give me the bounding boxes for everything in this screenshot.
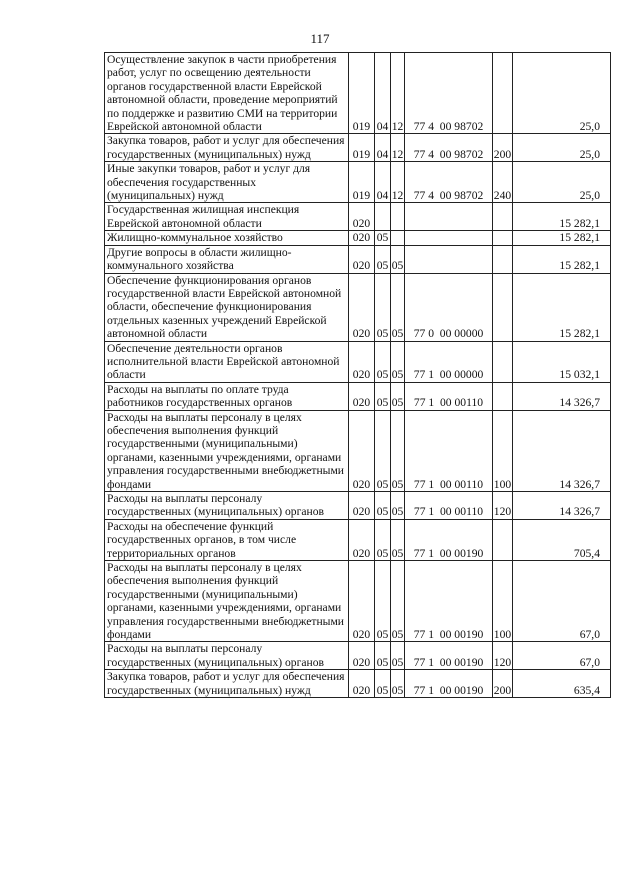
target-article-cell: 77 1 00 00110 xyxy=(405,410,493,491)
administrator-code-cell: 020 xyxy=(349,410,375,491)
amount-cell: 705,4 xyxy=(513,519,611,560)
expense-name-cell: Другие вопросы в области жилищно-коммунального хозяйства xyxy=(105,245,349,273)
expense-type-cell xyxy=(493,245,513,273)
administrator-code-cell: 019 xyxy=(349,162,375,203)
subsection-code-cell: 05 xyxy=(391,341,405,382)
table-row xyxy=(105,519,611,560)
amount-cell: 25,0 xyxy=(513,134,611,162)
table-row xyxy=(105,670,611,698)
target-article-cell: 77 1 00 00190 xyxy=(405,642,493,670)
subsection-code-cell: 05 xyxy=(391,382,405,410)
section-code-cell: 05 xyxy=(375,519,391,560)
table-row xyxy=(105,341,611,382)
target-article-cell: 77 0 00 00000 xyxy=(405,273,493,341)
amount-cell: 14 326,7 xyxy=(513,410,611,491)
expense-name-cell: Расходы на обеспечение функций государственных органов, в том числе территориальных органов xyxy=(105,519,349,560)
target-article-cell: 77 1 00 00000 xyxy=(405,341,493,382)
section-code-cell: 04 xyxy=(375,162,391,203)
administrator-code-cell: 019 xyxy=(349,134,375,162)
expense-name-cell: Расходы на выплаты персоналу государственных (муниципальных) органов xyxy=(105,492,349,520)
subsection-code-cell: 12 xyxy=(391,134,405,162)
expense-type-cell xyxy=(493,273,513,341)
expense-name-cell: Осуществление закупок в части приобретения работ, услуг по освещению деятельности органов государственной власти Еврейской автономной области, проведение мероприятий по поддержке и развитию СМИ на территории Еврейской автономной области xyxy=(105,53,349,134)
expense-type-cell xyxy=(493,382,513,410)
target-article-cell: 77 1 00 00110 xyxy=(405,492,493,520)
target-article-cell xyxy=(405,231,493,245)
amount-cell: 25,0 xyxy=(513,53,611,134)
table-row xyxy=(105,134,611,162)
section-code-cell: 04 xyxy=(375,53,391,134)
expense-name-cell: Расходы на выплаты персоналу в целях обеспечения выполнения функций государственными (муниципальными) органами, казенными учреждениями, органами управления государственными внебюджетными фондами xyxy=(105,561,349,642)
table-row xyxy=(105,561,611,642)
subsection-code-cell: 12 xyxy=(391,162,405,203)
expense-type-cell: 200 xyxy=(493,670,513,698)
section-code-cell: 05 xyxy=(375,670,391,698)
table-row xyxy=(105,162,611,203)
table-row xyxy=(105,642,611,670)
subsection-code-cell: 05 xyxy=(391,245,405,273)
target-article-cell: 77 1 00 00190 xyxy=(405,519,493,560)
target-article-cell: 77 4 00 98702 xyxy=(405,53,493,134)
amount-cell: 14 326,7 xyxy=(513,492,611,520)
subsection-code-cell xyxy=(391,231,405,245)
target-article-cell xyxy=(405,203,493,231)
amount-cell: 15 282,1 xyxy=(513,273,611,341)
subsection-code-cell xyxy=(391,203,405,231)
section-code-cell: 05 xyxy=(375,341,391,382)
expense-name-cell: Жилищно-коммунальное хозяйство xyxy=(105,231,349,245)
administrator-code-cell: 020 xyxy=(349,561,375,642)
administrator-code-cell: 020 xyxy=(349,492,375,520)
subsection-code-cell: 05 xyxy=(391,642,405,670)
section-code-cell: 05 xyxy=(375,561,391,642)
expense-type-cell xyxy=(493,203,513,231)
section-code-cell: 05 xyxy=(375,273,391,341)
section-code-cell: 05 xyxy=(375,642,391,670)
subsection-code-cell: 12 xyxy=(391,53,405,134)
administrator-code-cell: 020 xyxy=(349,670,375,698)
budget-table-body xyxy=(105,53,611,698)
subsection-code-cell: 05 xyxy=(391,670,405,698)
amount-cell: 25,0 xyxy=(513,162,611,203)
target-article-cell xyxy=(405,245,493,273)
amount-cell: 67,0 xyxy=(513,561,611,642)
budget-table xyxy=(104,52,611,698)
amount-cell: 15 282,1 xyxy=(513,203,611,231)
expense-name-cell: Расходы на выплаты персоналу в целях обеспечения выполнения функций государственными (муниципальными) органами, казенными учреждениями, органами управления государственными внебюджетными фондами xyxy=(105,410,349,491)
administrator-code-cell: 020 xyxy=(349,231,375,245)
expense-name-cell: Расходы на выплаты персоналу государственных (муниципальных) органов xyxy=(105,642,349,670)
expense-type-cell xyxy=(493,53,513,134)
expense-name-cell: Обеспечение деятельности органов исполнительной власти Еврейской автономной области xyxy=(105,341,349,382)
subsection-code-cell: 05 xyxy=(391,492,405,520)
expense-name-cell: Закупка товаров, работ и услуг для обеспечения государственных (муниципальных) нужд xyxy=(105,134,349,162)
table-row xyxy=(105,273,611,341)
administrator-code-cell: 020 xyxy=(349,382,375,410)
expense-name-cell: Расходы на выплаты по оплате труда работников государственных органов xyxy=(105,382,349,410)
target-article-cell: 77 4 00 98702 xyxy=(405,134,493,162)
target-article-cell: 77 1 00 00190 xyxy=(405,561,493,642)
section-code-cell: 05 xyxy=(375,382,391,410)
administrator-code-cell: 019 xyxy=(349,53,375,134)
administrator-code-cell: 020 xyxy=(349,519,375,560)
expense-type-cell: 100 xyxy=(493,410,513,491)
amount-cell: 635,4 xyxy=(513,670,611,698)
section-code-cell: 05 xyxy=(375,410,391,491)
table-row xyxy=(105,382,611,410)
amount-cell: 15 282,1 xyxy=(513,231,611,245)
administrator-code-cell: 020 xyxy=(349,273,375,341)
target-article-cell: 77 1 00 00110 xyxy=(405,382,493,410)
table-row xyxy=(105,410,611,491)
expense-type-cell xyxy=(493,341,513,382)
expense-type-cell xyxy=(493,519,513,560)
expense-type-cell: 240 xyxy=(493,162,513,203)
amount-cell: 14 326,7 xyxy=(513,382,611,410)
administrator-code-cell: 020 xyxy=(349,642,375,670)
table-row xyxy=(105,53,611,134)
section-code-cell: 05 xyxy=(375,231,391,245)
expense-type-cell: 120 xyxy=(493,642,513,670)
expense-name-cell: Закупка товаров, работ и услуг для обеспечения государственных (муниципальных) нужд xyxy=(105,670,349,698)
subsection-code-cell: 05 xyxy=(391,410,405,491)
subsection-code-cell: 05 xyxy=(391,273,405,341)
section-code-cell xyxy=(375,203,391,231)
target-article-cell: 77 4 00 98702 xyxy=(405,162,493,203)
expense-type-cell xyxy=(493,231,513,245)
subsection-code-cell: 05 xyxy=(391,519,405,560)
expense-name-cell: Государственная жилищная инспекция Еврейской автономной области xyxy=(105,203,349,231)
expense-name-cell: Обеспечение функционирования органов государственной власти Еврейской автономной области, обеспечение функционирования отдельных казенных учреждений Еврейской автономной области xyxy=(105,273,349,341)
target-article-cell: 77 1 00 00190 xyxy=(405,670,493,698)
section-code-cell: 04 xyxy=(375,134,391,162)
section-code-cell: 05 xyxy=(375,492,391,520)
expense-name-cell: Иные закупки товаров, работ и услуг для обеспечения государственных (муниципальных) нужд xyxy=(105,162,349,203)
amount-cell: 67,0 xyxy=(513,642,611,670)
table-row xyxy=(105,203,611,231)
expense-type-cell: 200 xyxy=(493,134,513,162)
administrator-code-cell: 020 xyxy=(349,245,375,273)
table-row xyxy=(105,492,611,520)
administrator-code-cell: 020 xyxy=(349,203,375,231)
administrator-code-cell: 020 xyxy=(349,341,375,382)
table-row xyxy=(105,231,611,245)
section-code-cell: 05 xyxy=(375,245,391,273)
subsection-code-cell: 05 xyxy=(391,561,405,642)
amount-cell: 15 032,1 xyxy=(513,341,611,382)
page-number: 117 xyxy=(310,31,330,46)
expense-type-cell: 100 xyxy=(493,561,513,642)
table-row xyxy=(105,245,611,273)
expense-type-cell: 120 xyxy=(493,492,513,520)
amount-cell: 15 282,1 xyxy=(513,245,611,273)
